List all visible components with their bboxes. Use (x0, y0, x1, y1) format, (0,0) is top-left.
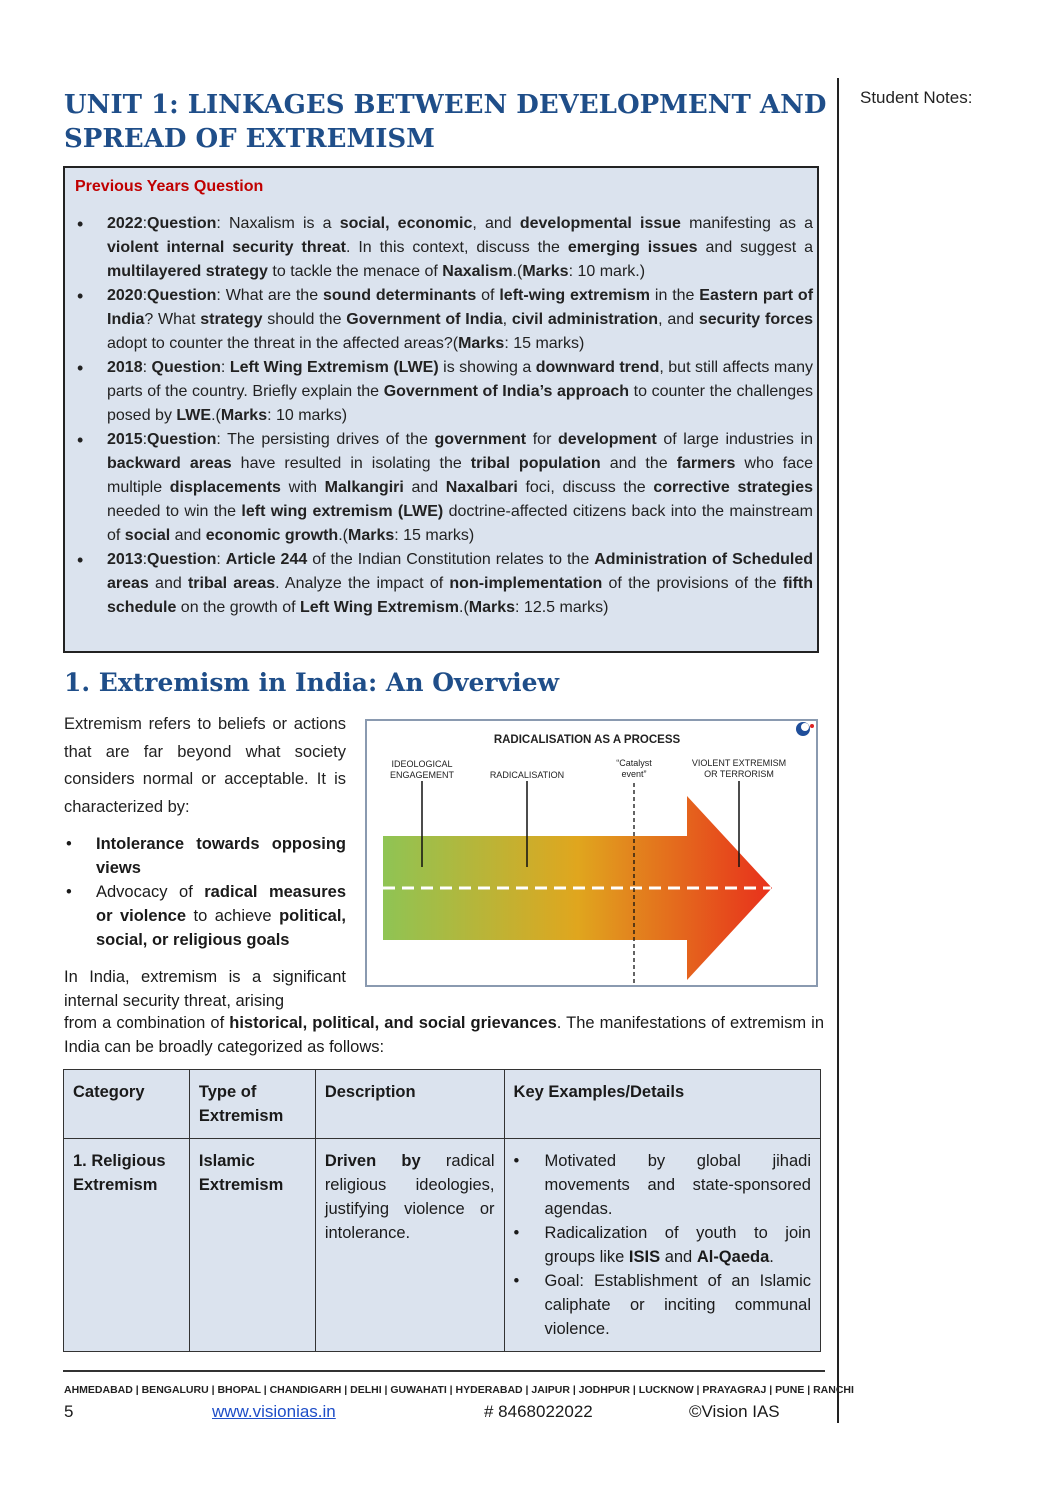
list-item: • Goal: Establishment of an Islamic caliphate or inciting communal violence. (514, 1269, 811, 1341)
india-paragraph-continued: from a combination of historical, political, and social grievances. The manifestations of extremism in India can be broadly categorized as follows: (64, 1014, 825, 1056)
cell-category: 1. Religious Extremism (64, 1139, 190, 1352)
table-row (64, 1139, 821, 1352)
extremism-table (63, 1069, 821, 1352)
pyq-list (75, 212, 813, 620)
footer-copyright: ©Vision IAS (689, 1402, 780, 1421)
footer-cities: AHMEDABAD | BENGALURU | BHOPAL | CHANDIGARH | DELHI | GUWAHATI | HYDERABAD | JAIPUR | JODHPUR | LUCKNOW | PRAYAGRAJ | PUNE | RANCHI (64, 1384, 854, 1396)
list-item: • Motivated by global jihadi movements and state-sponsored agendas. (514, 1149, 811, 1221)
header-description: Description (315, 1070, 504, 1139)
list-item: • Intolerance towards opposing views (64, 832, 346, 880)
previous-years-question-box (63, 166, 819, 653)
student-notes-label: Student Notes: (860, 88, 973, 107)
footer-phone: # 8468022022 (484, 1402, 593, 1421)
stage-radicalisation: RADICALISATION (489, 770, 565, 780)
website-link[interactable]: www.visionias.in (212, 1402, 336, 1421)
margin-divider (837, 78, 839, 1423)
section-title: 1. Extremism in India: An Overview (64, 668, 560, 697)
pyq-item: • 2018: Question: Left Wing Extremism (LWE) is showing a downward trend, but still affects many parts of the country. Briefly explain the Government of India’s approach to counter the challenges posed by LWE.(Marks: 10 marks) (75, 356, 813, 428)
cell-description: Driven by radical religious ideologies, justifying violence or intolerance. (315, 1139, 504, 1352)
india-paragraph-start: In India, extremism is a significant internal security threat, arising (64, 968, 346, 1010)
stage-violent-line2: OR TERRORISM (704, 769, 774, 779)
cell-type: Islamic Extremism (189, 1139, 315, 1352)
pyq-item: • 2015:Question: The persisting drives of the government for development of large industries in backward areas have resulted in isolating the tribal population and the farmers who face multiple displacements with Malkangiri and Naxalbari foci, discuss the corrective strategies needed to win the left wing extremism (LWE) doctrine-affected citizens back into the mainstream of social and economic growth.(Marks: 15 marks) (75, 428, 813, 548)
unit-title: UNIT 1: LINKAGES BETWEEN DEVELOPMENT AND SPREAD OF EXTREMISM (64, 90, 827, 154)
pyq-heading: Previous Years Question (75, 178, 264, 195)
pyq-item: • 2013:Question: Article 244 of the Indian Constitution relates to the Administration of Scheduled areas and tribal areas. Analyze the impact of non-implementation of the provisions of the fifth schedule on the growth of Left Wing Extremism.(Marks: 12.5 marks) (75, 548, 813, 620)
pyq-item: • 2022:Question: Naxalism is a social, economic, and developmental issue manifesting as a violent internal security threat. In this context, discuss the emerging issues and suggest a multilayered strategy to tackle the menace of Naxalism.(Marks: 10 mark.) (75, 212, 813, 284)
cell-examples (504, 1139, 820, 1352)
characteristics-list (64, 832, 346, 952)
radicalisation-arrow-diagram (367, 721, 816, 985)
stage-catalyst-line2: event” (621, 769, 647, 779)
list-item: • Radicalization of youth to join groups like ISIS and Al-Qaeda. (514, 1221, 811, 1269)
stage-catalyst-line1: “Catalyst (616, 758, 652, 768)
stage-ideological-line2: ENGAGEMENT (389, 770, 455, 780)
table-header-row (64, 1070, 821, 1139)
footer-divider (63, 1370, 825, 1372)
radicalisation-figure (365, 719, 818, 987)
figure-title: RADICALISATION AS A PROCESS (493, 734, 681, 746)
stage-violent-line1: VIOLENT EXTREMISM (691, 758, 787, 768)
page-number: 5 (64, 1402, 74, 1421)
stage-ideological-line1: IDEOLOGICAL (391, 759, 453, 769)
header-examples: Key Examples/Details (504, 1070, 820, 1139)
list-item: • Advocacy of radical measures or violence to achieve political, social, or religious goals (64, 880, 346, 952)
header-type: Type of Extremism (189, 1070, 315, 1139)
intro-paragraph: Extremism refers to beliefs or actions that are far beyond what society considers normal or acceptable. It is characterized by: (64, 715, 346, 816)
header-category: Category (64, 1070, 190, 1139)
vision-logo-icon (796, 722, 814, 736)
pyq-item: • 2020:Question: What are the sound determinants of left-wing extremism in the Eastern part of India? What strategy should the Government of India, civil administration, and security forces adopt to counter the threat in the affected areas?(Marks: 15 marks) (75, 284, 813, 356)
